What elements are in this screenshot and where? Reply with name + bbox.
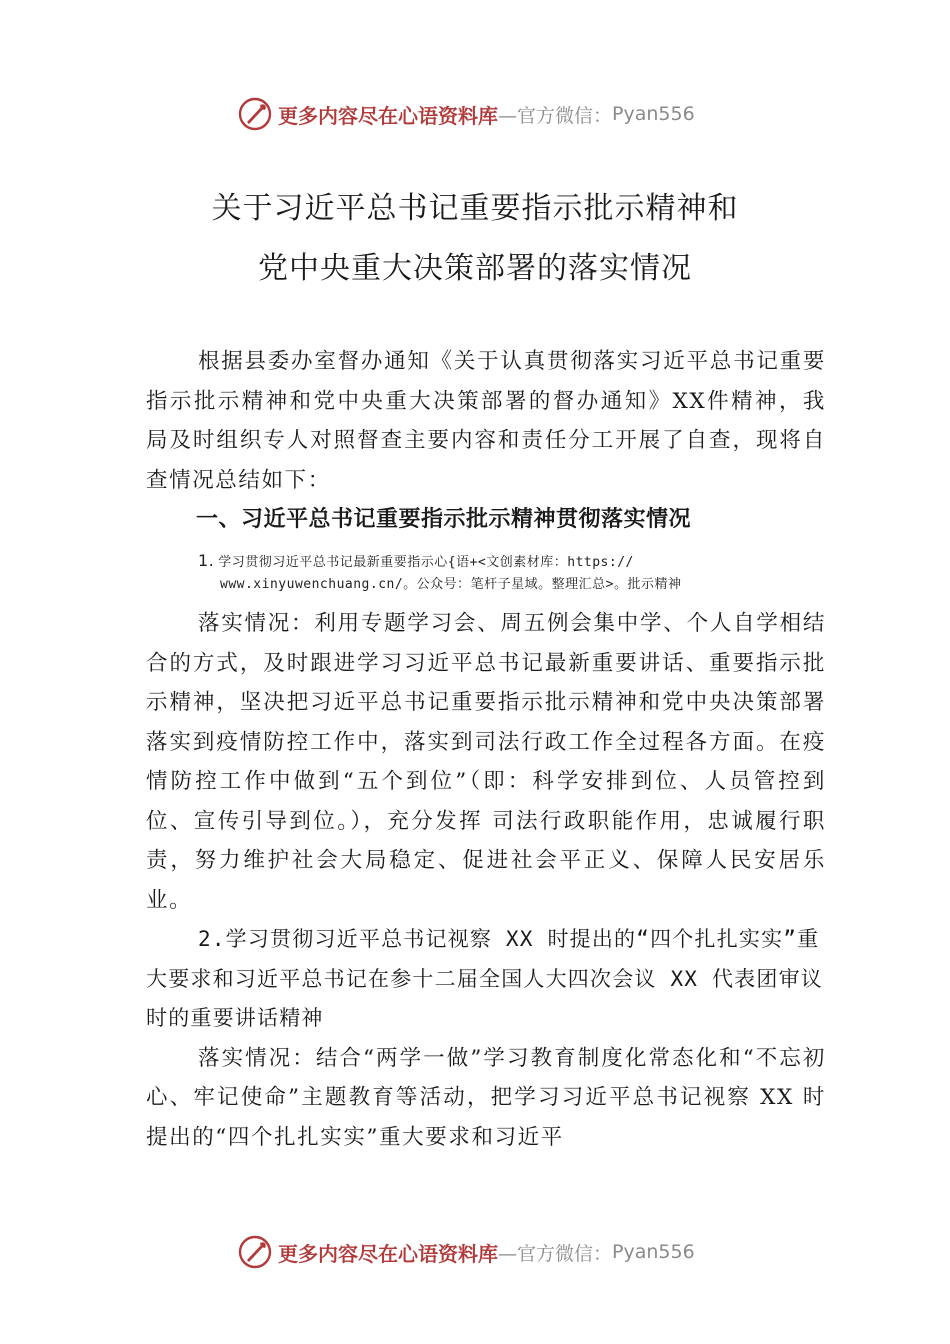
footer-banner [238, 1232, 695, 1272]
banner-main-text: 更多内容尽在心语资料库 [278, 103, 498, 128]
page-title-line-1: 关于习近平总书记重要指示批示精神和 [211, 191, 739, 226]
banner-separator: —官方微信： [498, 104, 613, 127]
item-2-body: 落实情况：结合“两学一做”学习教育制度化常态化和“不忘初心、牢记使命”主题教育等活动，把学习习近平总书记视察 XX 时提出的“四个扎扎实实”重大要求和习近平 [146, 1045, 826, 1150]
section-heading: 一、习近平总书记重要指示批示精神贯彻落实情况 [196, 507, 692, 532]
item-1-body: 落实情况：利用专题学习会、周五例会集中学、个人自学相结合的方式，及时跟进学习习近平总书记最新重要讲话、重要指示批示精神，坚决把习近平总书记重要指示批示精神和党中央决策部署落实到疫情防控工作中，落实到司法行政工作全过程各方面。在疫情防控工作中做到“五个到位”（即：科学安排到位、人员管控到位、宣传引导到位。），充分发挥 司法行政职能作用，忠诚履行职责，努力维护社会大局稳定、促进社会平正义、保障人民安居乐业。 [146, 611, 826, 913]
item-1-title-line-1: 学习贯彻习近平总书记最新重要指示心{语+<文创素材库：https:// [218, 555, 634, 570]
banner-wechat-id: Pyan556 [612, 103, 695, 125]
banner-separator: —官方微信： [498, 1242, 613, 1265]
item-2-title: 2.学习贯彻习近平总书记视察 XX 时提出的“四个扎扎实实”重大要求和习近平总书记在参十二届全国人大四次会议 XX 代表团审议时的重要讲话精神 [146, 927, 823, 1030]
banner-main-text: 更多内容尽在心语资料库 [278, 1241, 498, 1266]
banner-wechat-id: Pyan556 [612, 1241, 695, 1263]
item-1-number: 1. [198, 551, 215, 570]
item-1-title-line-2: www.xinyuwenchuang.cn/。公众号：笔杆子星域。整理汇总>。批示精神 [220, 577, 682, 592]
intro-paragraph: 根据县委办室督办通知《关于认真贯彻落实习近平总书记重要指示批示精神和党中央重大决策部署的督办通知》XX件精神，我局及时组织专人对照督查主要内容和责任分工开展了自查，现将自查情况总结如下： [146, 349, 826, 493]
page-title-line-2: 党中央重大决策部署的落实情况 [258, 251, 692, 286]
quill-seal-icon [238, 1235, 272, 1269]
header-banner [238, 94, 695, 134]
item-1-title [198, 550, 826, 596]
document-body [146, 342, 826, 1157]
quill-seal-icon [238, 97, 272, 131]
